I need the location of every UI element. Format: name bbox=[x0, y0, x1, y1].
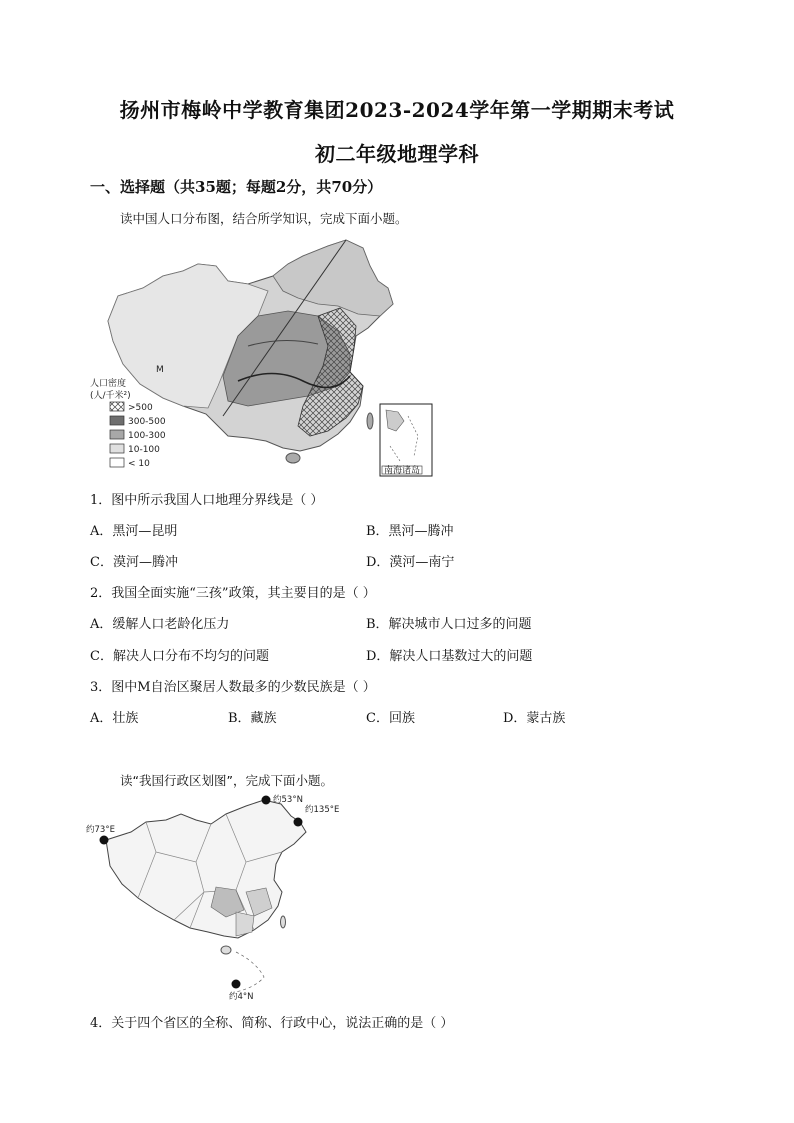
svg-text:约73°E: 约73°E bbox=[86, 825, 115, 835]
question-2-option-a[interactable]: A．缓解人口老龄化压力 bbox=[90, 617, 230, 632]
china-admin-outline bbox=[106, 800, 306, 938]
map2-instruction: 读“我国行政区划图”，完成下面小题。 bbox=[120, 773, 333, 788]
question-2-option-d[interactable]: D．解决人口基数过大的问题 bbox=[366, 649, 533, 664]
svg-text:300-500: 300-500 bbox=[128, 417, 166, 427]
question-3-option-d[interactable]: D．蒙古族 bbox=[503, 711, 566, 726]
question-1-option-c[interactable]: C．漠河—腾冲 bbox=[90, 555, 178, 570]
exam-title: 扬州市梅岭中学教育集团2023-2024学年第一学期期末考试 bbox=[119, 98, 675, 122]
administrative-map bbox=[86, 792, 356, 1002]
svg-text:人口密度: 人口密度 bbox=[90, 379, 127, 389]
svg-text:约53°N: 约53°N bbox=[273, 795, 303, 805]
svg-text:(人/千米²): (人/千米²) bbox=[90, 391, 131, 401]
question-3-option-a[interactable]: A．壮族 bbox=[90, 711, 139, 726]
svg-text:约135°E: 约135°E bbox=[305, 805, 340, 815]
map1-instruction: 读中国人口分布图，结合所学知识，完成下面小题。 bbox=[120, 211, 408, 226]
south-china-sea-inset bbox=[380, 404, 432, 476]
west-point bbox=[100, 836, 109, 845]
east-point bbox=[294, 818, 303, 827]
question-1-stem: 1．图中所示我国人口地理分界线是（ ） bbox=[90, 493, 324, 508]
question-1-option-b[interactable]: B．黑河—腾冲 bbox=[366, 524, 454, 539]
question-3-stem: 3．图中M自治区聚居人数最多的少数民族是（ ） bbox=[90, 680, 376, 695]
south-point bbox=[232, 980, 241, 989]
question-3-option-b[interactable]: B．藏族 bbox=[228, 711, 277, 726]
question-3-option-c[interactable]: C．回族 bbox=[366, 711, 415, 726]
svg-text:约4°N: 约4°N bbox=[229, 992, 254, 1002]
question-4-stem: 4．关于四个省区的全称、简称、行政中心，说法正确的是（ ） bbox=[90, 1016, 454, 1031]
question-1-option-d[interactable]: D．漠河—南宁 bbox=[366, 555, 455, 570]
north-point bbox=[262, 796, 271, 805]
population-map bbox=[88, 236, 438, 481]
section-heading: 一、选择题（共35题；每题2分，共70分） bbox=[90, 178, 383, 196]
question-2-option-b[interactable]: B．解决城市人口过多的问题 bbox=[366, 617, 532, 632]
question-1-option-a[interactable]: A．黑河—昆明 bbox=[90, 524, 178, 539]
svg-text:10-100: 10-100 bbox=[128, 445, 160, 455]
svg-text:100-300: 100-300 bbox=[128, 431, 166, 441]
svg-text:南海诸岛: 南海诸岛 bbox=[384, 466, 421, 476]
svg-text:< 10: < 10 bbox=[128, 459, 150, 469]
question-2-option-c[interactable]: C．解决人口分布不均匀的问题 bbox=[90, 649, 269, 664]
svg-text:>500: >500 bbox=[128, 403, 153, 413]
exam-subtitle: 初二年级地理学科 bbox=[315, 142, 479, 166]
region-m-label: M bbox=[156, 365, 164, 375]
question-2-stem: 2．我国全面实施“三孩”政策，其主要目的是（ ） bbox=[90, 586, 376, 601]
